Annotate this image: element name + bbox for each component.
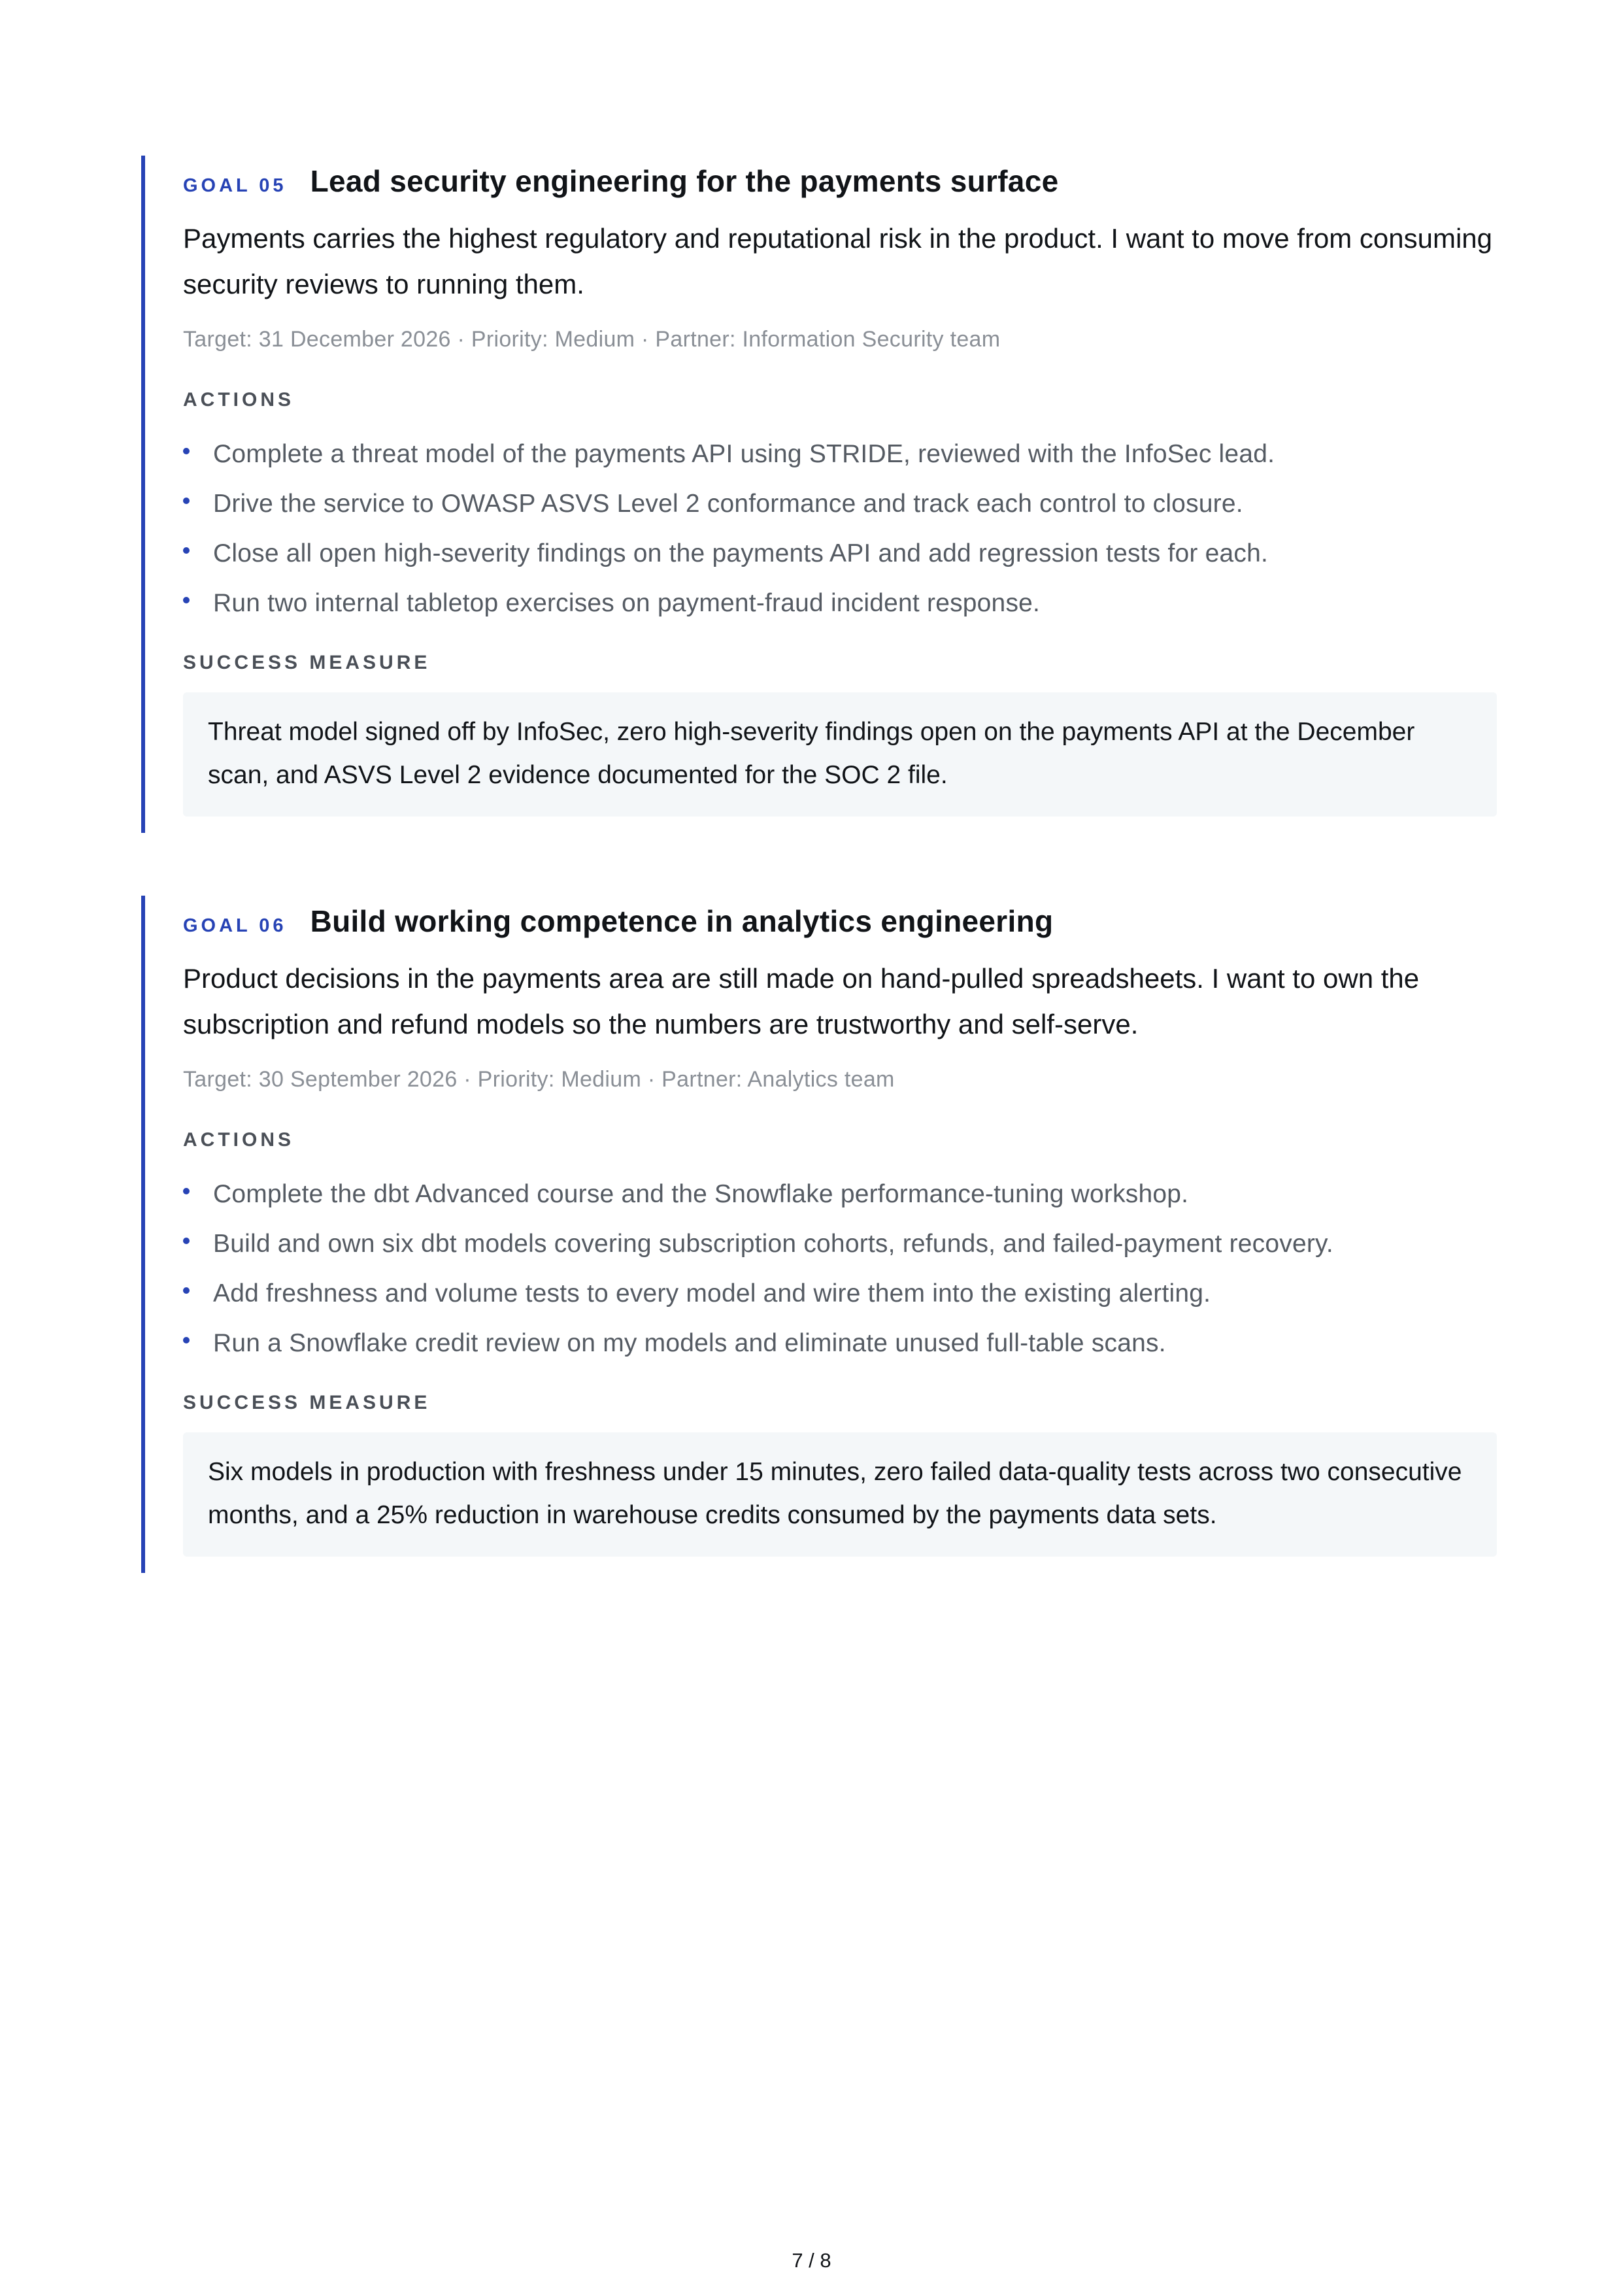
goal-header xyxy=(183,163,1494,199)
goal-card-06 xyxy=(141,896,1494,1573)
bullet-icon xyxy=(183,1188,190,1194)
goal-meta: Target: 31 December 2026 · Priority: Medium · Partner: Information Security team xyxy=(183,327,1001,352)
action-text: Run a Snowflake credit review on my models and eliminate unused full-table scans. xyxy=(213,1329,1166,1357)
goal-description: Payments carries the highest regulatory and reputational risk in the product. I want to move from consuming security reviews to running them. xyxy=(183,223,1492,299)
success-measure-label: SUCCESS MEASURE xyxy=(183,652,431,673)
goal-title: Build working competence in analytics engineering xyxy=(310,904,1054,938)
action-item xyxy=(183,479,1494,529)
action-item xyxy=(183,579,1494,628)
action-text: Complete a threat model of the payments API using STRIDE, reviewed with the InfoSec lead. xyxy=(213,440,1275,468)
action-item xyxy=(183,529,1494,579)
action-text: Build and own six dbt models covering subscription cohorts, refunds, and failed-payment recovery. xyxy=(213,1230,1333,1258)
goal-header xyxy=(183,903,1494,939)
goal-tag: GOAL 05 xyxy=(183,175,287,196)
action-item xyxy=(183,1219,1494,1269)
bullet-icon xyxy=(183,547,190,554)
action-text: Close all open high-severity findings on the payments API and add regression tests for each. xyxy=(213,539,1268,567)
bullet-icon xyxy=(183,597,190,603)
action-list xyxy=(183,1170,1494,1368)
action-text: Complete the dbt Advanced course and the Snowflake performance-tuning workshop. xyxy=(213,1180,1189,1208)
bullet-icon xyxy=(183,498,190,504)
goal-card-05 xyxy=(141,156,1494,833)
action-item xyxy=(183,1319,1494,1368)
action-text: Drive the service to OWASP ASVS Level 2 conformance and track each control to closure. xyxy=(213,490,1243,518)
action-item xyxy=(183,1170,1494,1219)
success-measure-label: SUCCESS MEASURE xyxy=(183,1392,431,1413)
page-number: 7 / 8 xyxy=(792,2249,831,2272)
action-text: Run two internal tabletop exercises on payment-fraud incident response. xyxy=(213,589,1041,617)
actions-label: ACTIONS xyxy=(183,1129,294,1151)
success-measure-box: Six models in production with freshness under 15 minutes, zero failed data-quality tests across two consecutive months, and a 25% reduction in warehouse credits consumed by the payments data sets. xyxy=(183,1432,1497,1557)
action-item xyxy=(183,1269,1494,1319)
goal-meta: Target: 30 September 2026 · Priority: Medium · Partner: Analytics team xyxy=(183,1067,895,1092)
actions-label: ACTIONS xyxy=(183,389,294,411)
bullet-icon xyxy=(183,448,190,454)
action-text: Add freshness and volume tests to every model and wire them into the existing alerting. xyxy=(213,1279,1211,1308)
success-measure-box: Threat model signed off by InfoSec, zero high-severity findings open on the payments API at the December scan, and ASVS Level 2 evidence documented for the SOC 2 file. xyxy=(183,692,1497,817)
bullet-icon xyxy=(183,1287,190,1294)
action-list xyxy=(183,430,1494,628)
goal-tag: GOAL 06 xyxy=(183,915,287,936)
goal-description: Product decisions in the payments area are still made on hand-pulled spreadsheets. I want to own the subscription and refund models so the numbers are trustworthy and self-serve. xyxy=(183,963,1420,1039)
goal-title: Lead security engineering for the payments surface xyxy=(310,164,1059,198)
action-item xyxy=(183,430,1494,479)
bullet-icon xyxy=(183,1238,190,1244)
bullet-icon xyxy=(183,1337,190,1343)
